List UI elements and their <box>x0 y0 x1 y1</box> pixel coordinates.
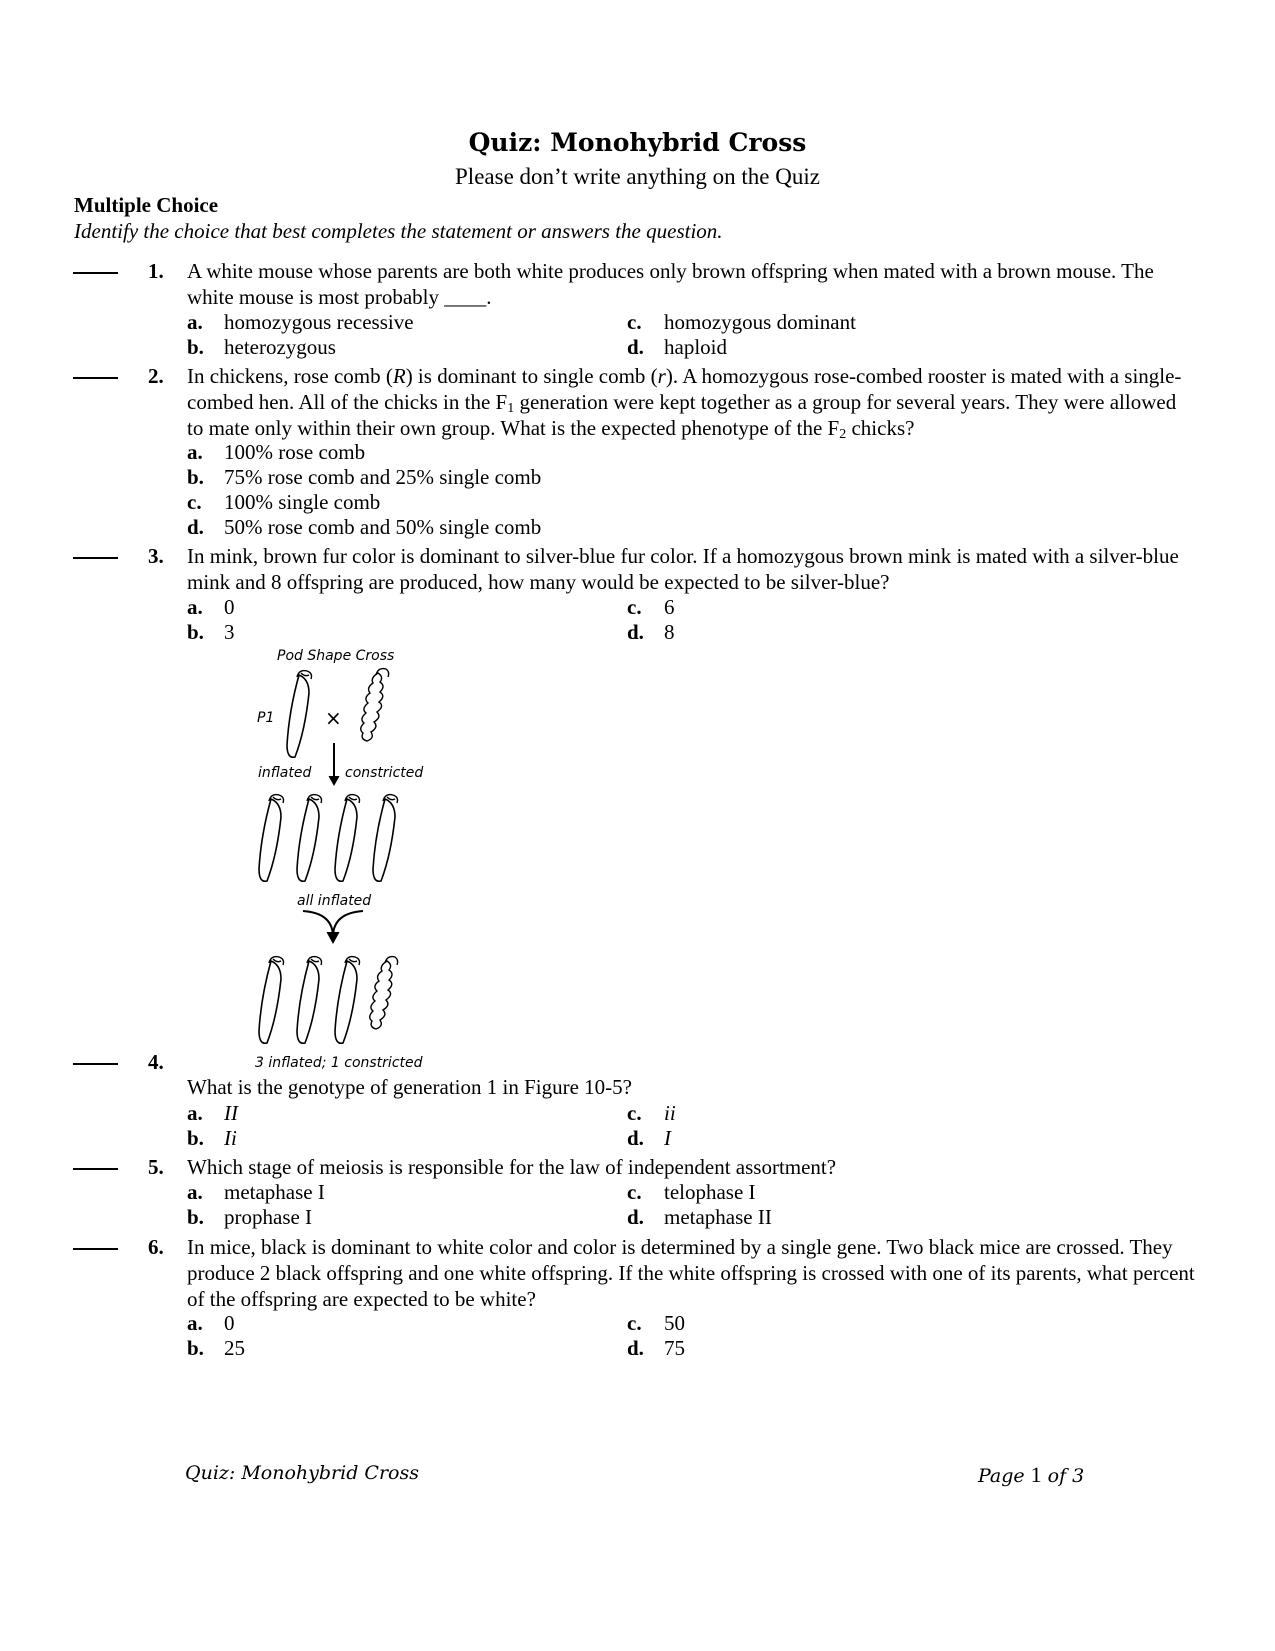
f2-constricted-pod <box>370 957 398 1029</box>
f1-pod <box>335 795 360 882</box>
option-letter: d. <box>627 335 644 359</box>
option-a <box>187 439 365 465</box>
option-text: haploid <box>664 335 727 359</box>
inflated-label: inflated <box>258 765 312 781</box>
f1-label: all inflated <box>297 893 372 909</box>
option-c <box>187 489 380 515</box>
option-text: homozygous recessive <box>224 310 414 334</box>
option-text: 100% rose comb <box>224 440 366 464</box>
cross-symbol: × <box>325 706 342 730</box>
option-letter: a. <box>187 1101 203 1125</box>
page-title: Quiz: Monohybrid Cross <box>468 128 807 157</box>
option-a <box>187 594 235 620</box>
option-a <box>187 309 414 335</box>
question-stem: In mice, black is dominant to white color and color is determined by a single gene. Two black mice are crossed. They produce 2 black offspring and one white offspring. If the white offspring is crossed with one of its parents, what percent of the offspring are expected to be white? <box>187 1235 1195 1311</box>
question-stem: In chickens, rose comb (R) is dominant to single comb (r). A homozygous rose-combed rooster is mated with a single-combed hen. All of the chicks in the $F_1$ generation were kept together as a group for several years. They were allowed to mate only within their own group. What is the expected phenotype of the $F_2$ chicks? <box>187 364 1182 442</box>
option-letter: c. <box>627 1180 642 1204</box>
option-b <box>187 1125 237 1151</box>
option-letter: d. <box>627 1126 644 1150</box>
option-text: 3 <box>224 620 235 644</box>
option-text: 75% rose comb and 25% single comb <box>224 465 542 489</box>
arrow-head-icon <box>327 932 339 943</box>
option-b <box>187 1335 245 1361</box>
option-letter: c. <box>627 1101 642 1125</box>
f1-pod <box>259 795 284 882</box>
option-text: heterozygous <box>224 335 336 359</box>
option-text: 25 <box>224 1336 245 1360</box>
option-text: prophase I <box>224 1205 313 1229</box>
option-a <box>187 1179 325 1205</box>
option-b <box>187 619 235 645</box>
constricted-label: constricted <box>345 765 424 781</box>
option-d <box>187 514 541 540</box>
question-number: 4. <box>148 1050 164 1074</box>
option-letter: b. <box>187 1126 204 1150</box>
option-text: 100% single comb <box>224 490 381 514</box>
option-letter: c. <box>627 595 642 619</box>
option-c <box>627 309 856 335</box>
option-letter: c. <box>187 490 202 514</box>
answer-blank[interactable] <box>73 1168 118 1170</box>
option-letter: b. <box>187 620 204 644</box>
option-letter: d. <box>187 515 204 539</box>
f2-label: 3 inflated; 1 constricted <box>255 1055 423 1071</box>
question-stem: In mink, brown fur color is dominant to silver-blue fur color. If a homozygous brown mink is mated with a silver-blue mink and 8 offspring are produced, how many would be expected to be silver-blue? <box>187 544 1179 594</box>
option-text: ii <box>664 1101 676 1125</box>
page-indicator: Page 1 of 3 <box>978 1462 1085 1487</box>
f2-pod <box>259 957 284 1044</box>
question-number: 3. <box>148 544 164 568</box>
option-letter: b. <box>187 465 204 489</box>
option-text: Ii <box>224 1126 237 1150</box>
option-letter: a. <box>187 1311 203 1335</box>
f2-pod <box>297 957 322 1044</box>
option-letter: b. <box>187 335 204 359</box>
question-number: 6. <box>148 1235 164 1259</box>
option-a <box>187 1310 235 1336</box>
p1-label: P1 <box>257 710 275 726</box>
option-a <box>187 1100 238 1126</box>
pod-shape-cross-figure <box>255 645 455 1075</box>
answer-blank[interactable] <box>73 1248 118 1250</box>
f1-pod <box>373 795 398 882</box>
f2-pod <box>335 957 360 1044</box>
option-text: homozygous dominant <box>664 310 856 334</box>
page-subtitle: Please don’t write anything on the Quiz <box>455 164 820 189</box>
option-b <box>187 1204 312 1230</box>
option-c <box>627 594 675 620</box>
option-text: 75 <box>664 1336 685 1360</box>
option-d <box>627 1125 671 1151</box>
option-text: 6 <box>664 595 675 619</box>
inflated-pod <box>287 671 312 758</box>
option-d <box>627 619 675 645</box>
question-stem: What is the genotype of generation 1 in Figure 10-5? <box>187 1075 632 1099</box>
option-c <box>627 1310 685 1336</box>
figure-title: Pod Shape Cross <box>277 648 395 664</box>
option-letter: c. <box>627 310 642 334</box>
option-text: 50% rose comb and 50% single comb <box>224 515 542 539</box>
option-text: 50 <box>664 1311 685 1335</box>
constricted-pod <box>361 669 389 741</box>
option-letter: d. <box>627 1336 644 1360</box>
f1-pod <box>297 795 322 882</box>
option-text: telophase I <box>664 1180 756 1204</box>
question-number: 1. <box>148 259 164 283</box>
question-number: 5. <box>148 1155 164 1179</box>
option-b <box>187 334 336 360</box>
question-stem: Which stage of meiosis is responsible for the law of independent assortment? <box>187 1155 837 1179</box>
option-d <box>627 1204 772 1230</box>
question-stem: A white mouse whose parents are both white produces only brown offspring when mated with a brown mouse. The white mouse is most probably ____. <box>187 259 1154 309</box>
option-letter: b. <box>187 1336 204 1360</box>
option-letter: a. <box>187 1180 203 1204</box>
section-heading: Multiple Choice <box>74 193 219 217</box>
option-text: metaphase II <box>664 1205 772 1229</box>
option-b <box>187 464 541 490</box>
option-d <box>627 334 727 360</box>
question-number: 2. <box>148 364 164 388</box>
answer-blank[interactable] <box>73 377 118 379</box>
answer-blank[interactable] <box>73 557 118 559</box>
section-instructions: Identify the choice that best completes the statement or answers the question. <box>74 219 723 243</box>
option-text: metaphase I <box>224 1180 325 1204</box>
option-c <box>627 1179 756 1205</box>
option-d <box>627 1335 685 1361</box>
answer-blank[interactable] <box>73 1063 118 1065</box>
option-letter: b. <box>187 1205 204 1229</box>
option-text: 8 <box>664 620 675 644</box>
option-c <box>627 1100 676 1126</box>
option-text: II <box>224 1101 238 1125</box>
option-text: 0 <box>224 595 235 619</box>
answer-blank[interactable] <box>73 272 118 274</box>
option-letter: c. <box>627 1311 642 1335</box>
option-letter: a. <box>187 310 203 334</box>
option-letter: d. <box>627 620 644 644</box>
footer-title: Quiz: Monohybrid Cross <box>185 1462 419 1484</box>
page-number: 1 <box>1030 1462 1042 1487</box>
option-text: I <box>664 1126 671 1150</box>
option-letter: d. <box>627 1205 644 1229</box>
option-letter: a. <box>187 440 203 464</box>
arrow-head-icon <box>329 776 339 785</box>
option-text: 0 <box>224 1311 235 1335</box>
option-letter: a. <box>187 595 203 619</box>
